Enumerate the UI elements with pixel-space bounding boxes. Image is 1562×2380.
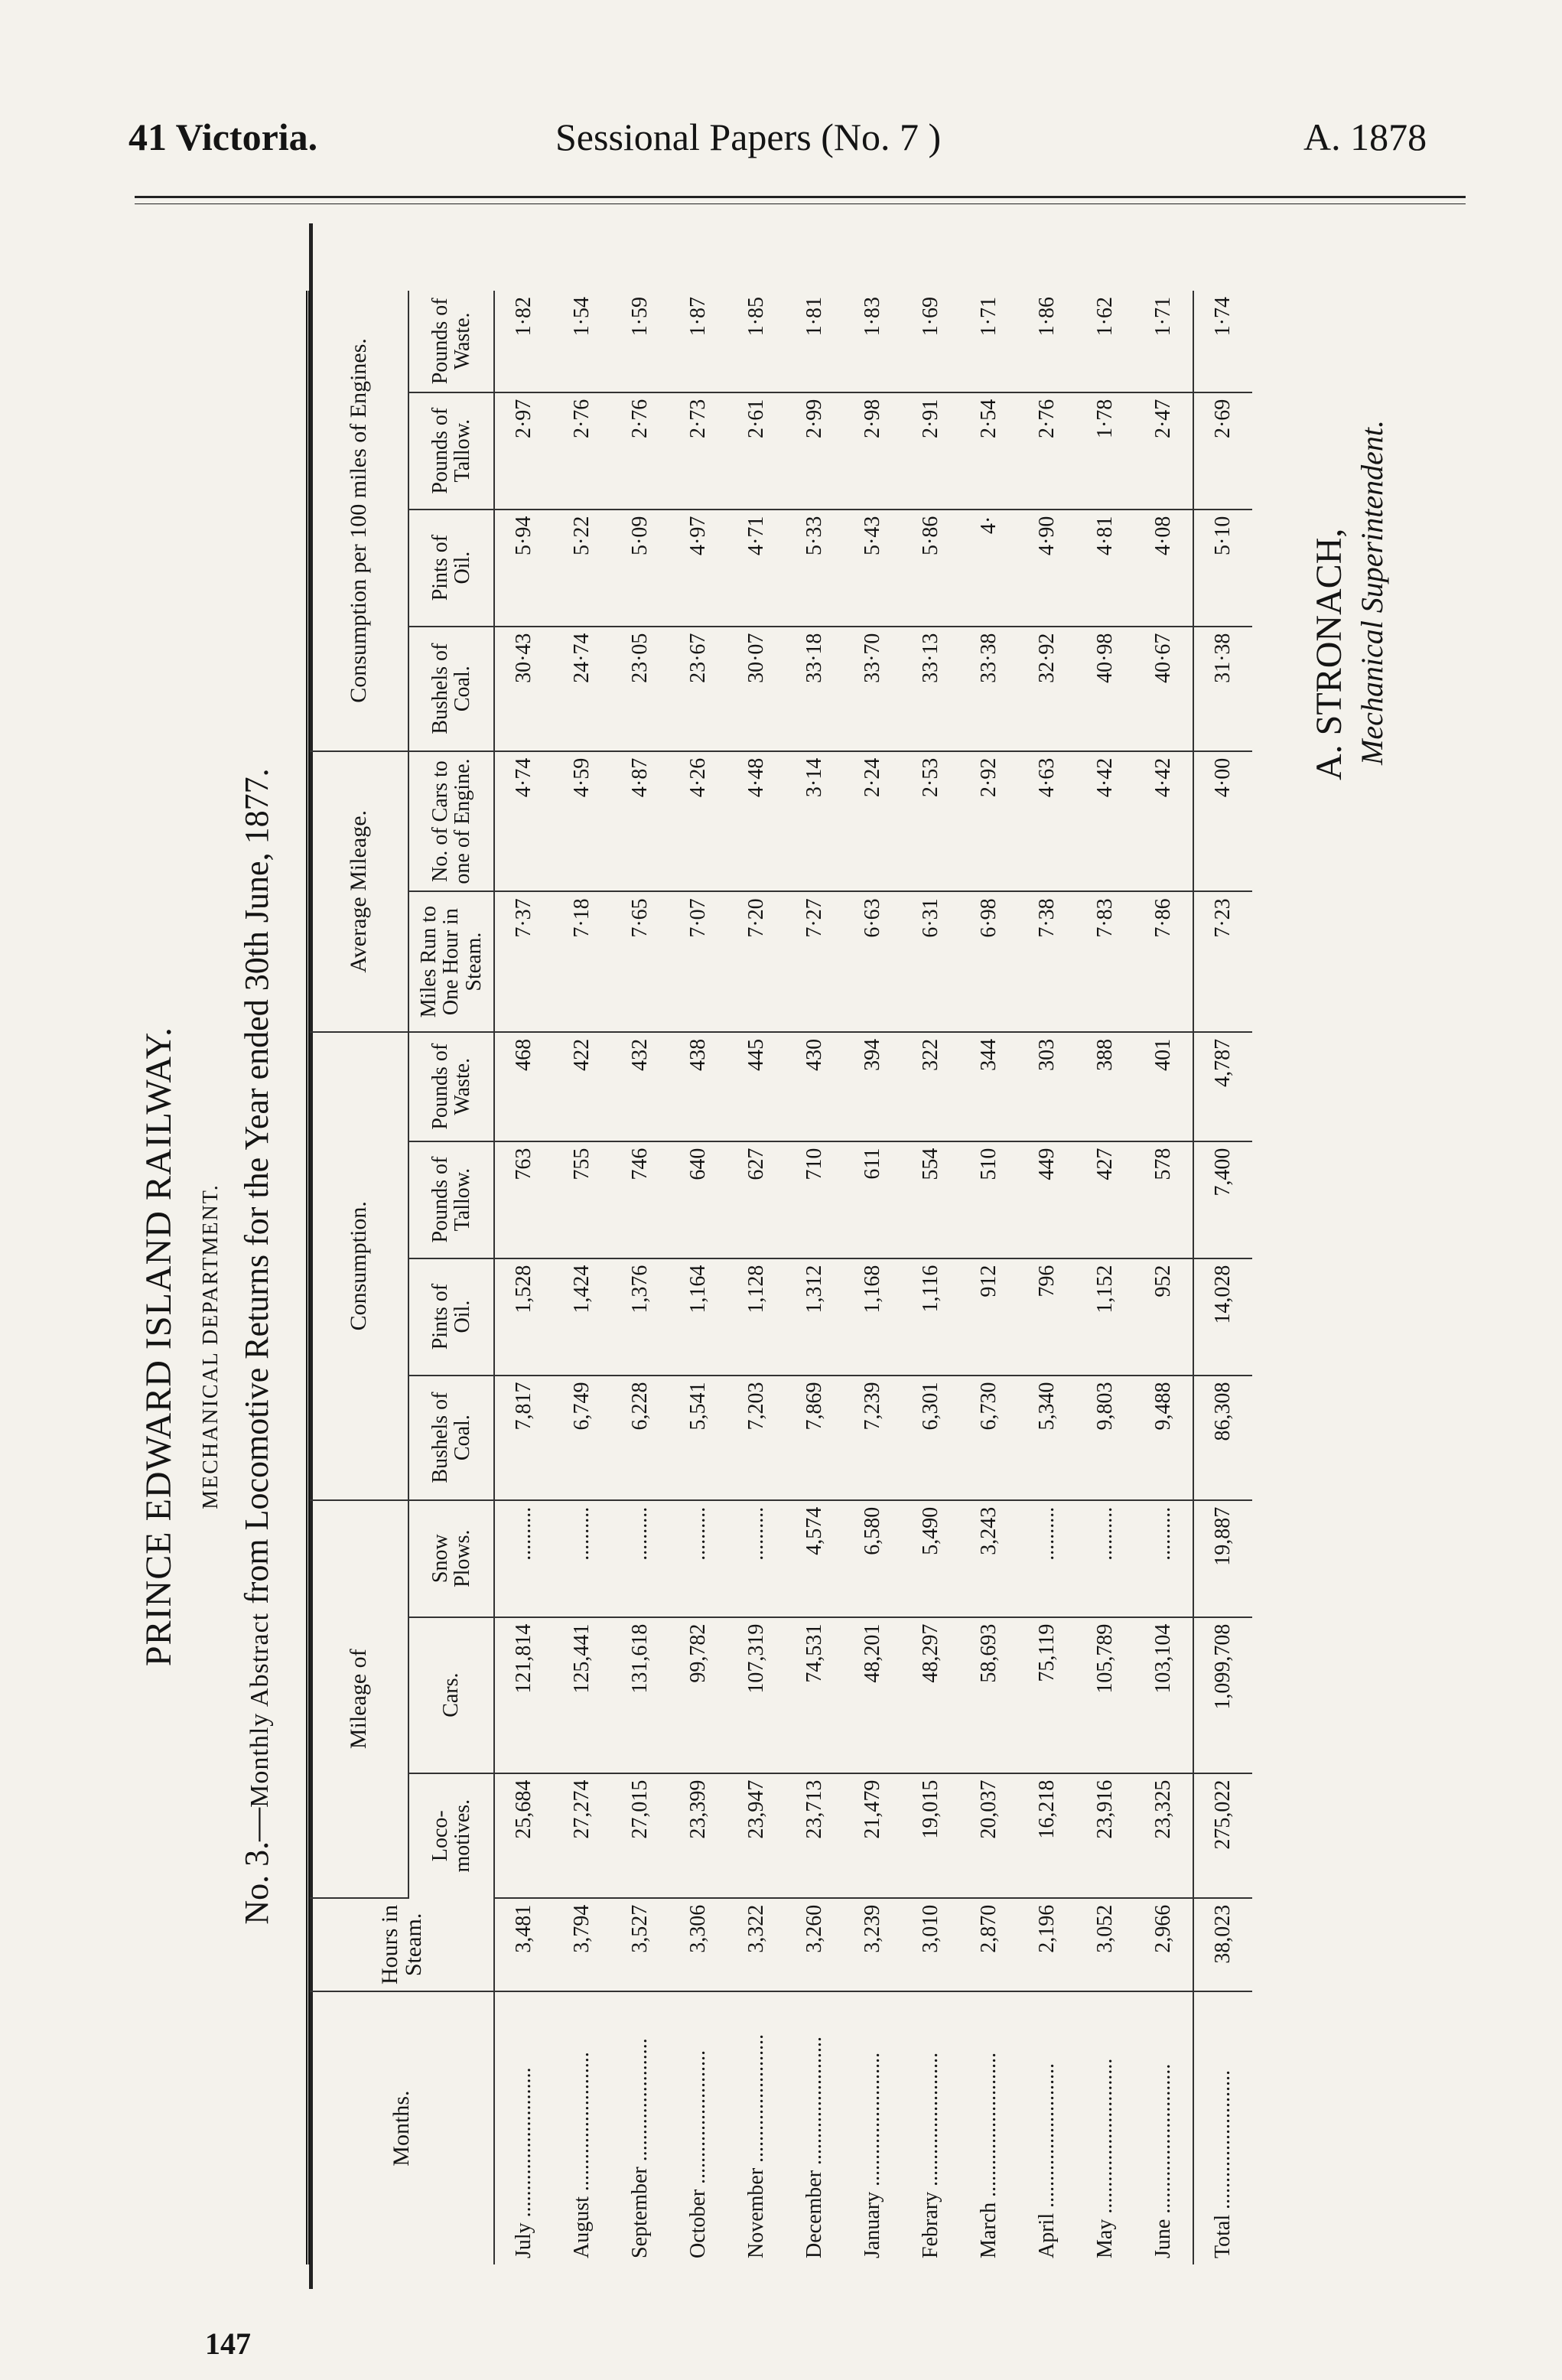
cell-oil: 1,424: [553, 1258, 611, 1376]
cell-oil: 796: [1018, 1258, 1076, 1376]
table-row: [669, 291, 727, 2264]
cell-hours: 3,306: [669, 1898, 727, 1991]
cell-miles: 7·23: [1193, 891, 1252, 1032]
cell-p-tallow: 2·61: [727, 392, 786, 510]
cell-month: December ........................: [802, 2036, 826, 2258]
cell-oil: 1,168: [844, 1258, 902, 1376]
cell-p-oil: 5·94: [494, 510, 553, 627]
cell-coal: 86,308: [1193, 1376, 1252, 1500]
cell-hours: 2,966: [1134, 1898, 1193, 1991]
cell-p-tallow: 2·76: [611, 392, 669, 510]
cell-miles: 7·07: [669, 891, 727, 1032]
cell-p-waste: 1·82: [494, 291, 553, 392]
cell-cars: 105,789: [1076, 1617, 1134, 1773]
cell-p-tallow: 2·76: [553, 392, 611, 510]
session-label: 41 Victoria.: [129, 116, 318, 158]
cell-tallow: 554: [902, 1141, 960, 1258]
cell-loco: 23,325: [1134, 1773, 1193, 1898]
cell-cars: 99,782: [669, 1617, 727, 1773]
cell-cars: 131,618: [611, 1617, 669, 1773]
abstract-number: No. 3.—: [238, 1807, 275, 1925]
cell-coal: 7,239: [844, 1376, 902, 1500]
cell-waste: 401: [1134, 1032, 1193, 1141]
cell-tallow: 427: [1076, 1141, 1134, 1258]
cell-p-waste: 1·81: [786, 291, 844, 392]
cell-p-coal: 33·38: [960, 627, 1018, 751]
cell-miles: 7·86: [1134, 891, 1193, 1032]
bushels-coal-header: Bushels of Coal.: [408, 1376, 494, 1500]
cell-month: November ........................: [744, 2033, 768, 2258]
cell-ncars: 4·42: [1076, 751, 1134, 892]
consumption-per-100-header: Consumption per 100 miles of Engines.: [308, 291, 409, 751]
cell-month: April ...........................: [1035, 2063, 1059, 2258]
cell-p-waste: 1·87: [669, 291, 727, 392]
cell-snow: ..........: [553, 1500, 611, 1617]
cell-tallow: 510: [960, 1141, 1018, 1258]
cell-p-coal: 31·38: [1193, 627, 1252, 751]
cell-p-oil: 5·10: [1193, 510, 1252, 627]
cell-hours: 3,052: [1076, 1898, 1134, 1991]
cell-tallow: 640: [669, 1141, 727, 1258]
cell-cars: 103,104: [1134, 1617, 1193, 1773]
cell-loco: 16,218: [1018, 1773, 1076, 1898]
cell-hours: 38,023: [1193, 1898, 1252, 1991]
table-row: [786, 291, 844, 2264]
cell-miles: 6·63: [844, 891, 902, 1032]
table-row: [611, 291, 669, 2264]
cell-tallow: 7,400: [1193, 1141, 1252, 1258]
cell-p-oil: 4·71: [727, 510, 786, 627]
cell-ncars: 4·59: [553, 751, 611, 892]
cell-coal: 6,749: [553, 1376, 611, 1500]
cell-coal: 9,488: [1134, 1376, 1193, 1500]
hours-in-steam-header: Hours in Steam.: [308, 1898, 495, 1991]
cell-snow: ..........: [1018, 1500, 1076, 1617]
cell-waste: 394: [844, 1032, 902, 1141]
cell-month: August ..........................: [570, 2052, 594, 2258]
cell-waste: 438: [669, 1032, 727, 1141]
cell-cars: 75,119: [1018, 1617, 1076, 1773]
sessional-papers-label: Sessional Papers (No. 7 ): [555, 116, 942, 158]
cell-coal: 7,817: [494, 1376, 553, 1500]
total-row: [1193, 291, 1252, 2264]
cell-snow: ..........: [1134, 1500, 1193, 1617]
cell-miles: 7·37: [494, 891, 553, 1032]
cell-oil: 1,128: [727, 1258, 786, 1376]
cell-loco: 275,022: [1193, 1773, 1252, 1898]
cell-hours: 3,260: [786, 1898, 844, 1991]
cell-tallow: 627: [727, 1141, 786, 1258]
cell-tallow: 449: [1018, 1141, 1076, 1258]
table-row: [902, 291, 960, 2264]
cell-ncars: 4·87: [611, 751, 669, 892]
cell-tallow: 578: [1134, 1141, 1193, 1258]
cell-month: September .......................: [628, 2038, 652, 2258]
cell-snow: 19,887: [1193, 1500, 1252, 1617]
cell-loco: 23,713: [786, 1773, 844, 1898]
cell-snow: ..........: [669, 1500, 727, 1617]
cell-loco: 23,399: [669, 1773, 727, 1898]
cell-loco: 23,916: [1076, 1773, 1134, 1898]
cell-p-tallow: 2·99: [786, 392, 844, 510]
cell-snow: 5,490: [902, 1500, 960, 1617]
cell-loco: 21,479: [844, 1773, 902, 1898]
miles-run-header: Miles Run to One Hour in Steam.: [408, 891, 494, 1032]
cell-waste: 4,787: [1193, 1032, 1252, 1141]
cell-cars: 48,297: [902, 1617, 960, 1773]
cell-p-tallow: 2·97: [494, 392, 553, 510]
cell-oil: 1,116: [902, 1258, 960, 1376]
cell-p-tallow: 2·69: [1193, 392, 1252, 510]
department-title: MECHANICAL DEPARTMENT.: [199, 1183, 223, 1509]
cell-p-tallow: 1·78: [1076, 392, 1134, 510]
mileage-of-header: Mileage of: [308, 1500, 409, 1898]
year-label: A. 1878: [1303, 116, 1427, 158]
cell-p-tallow: 2·47: [1134, 392, 1193, 510]
cell-snow: ..........: [494, 1500, 553, 1617]
cell-p-tallow: 2·98: [844, 392, 902, 510]
cell-coal: 9,803: [1076, 1376, 1134, 1500]
table-row: [960, 291, 1018, 2264]
cell-miles: 6·98: [960, 891, 1018, 1032]
cell-p-oil: 4·: [960, 510, 1018, 627]
cell-p-oil: 5·22: [553, 510, 611, 627]
snow-plows-header: Snow Plows.: [408, 1500, 494, 1617]
cell-ncars: 2·53: [902, 751, 960, 892]
cell-p-oil: 4·97: [669, 510, 727, 627]
cell-month: Total ..........................: [1193, 1991, 1252, 2264]
cell-tallow: 746: [611, 1141, 669, 1258]
cell-p-coal: 33·18: [786, 627, 844, 751]
cars-header: Cars.: [408, 1617, 494, 1773]
cell-hours: 2,870: [960, 1898, 1018, 1991]
cell-p-oil: 5·33: [786, 510, 844, 627]
running-header: [0, 0, 1562, 158]
cell-p-oil: 5·09: [611, 510, 669, 627]
cell-p-oil: 4·81: [1076, 510, 1134, 627]
cell-snow: 6,580: [844, 1500, 902, 1617]
cell-cars: 74,531: [786, 1617, 844, 1773]
table-row: [1134, 291, 1193, 2264]
per100-coal-header: Bushels of Coal.: [408, 627, 494, 751]
table-body: [494, 291, 1252, 2264]
cell-p-waste: 1·85: [727, 291, 786, 392]
table-row: [727, 291, 786, 2264]
railway-title: PRINCE EDWARD ISLAND RAILWAY.: [138, 1026, 179, 1667]
cell-p-waste: 1·59: [611, 291, 669, 392]
cell-cars: 1,099,708: [1193, 1617, 1252, 1773]
cell-month: March ...........................: [977, 2052, 1001, 2258]
cell-ncars: 2·24: [844, 751, 902, 892]
cell-miles: 6·31: [902, 891, 960, 1032]
cell-ncars: 4·00: [1193, 751, 1252, 892]
cell-cars: 48,201: [844, 1617, 902, 1773]
cell-month: May .............................: [1093, 2058, 1117, 2258]
pints-oil-header: Pints of Oil.: [408, 1258, 494, 1376]
cell-month: July ............................: [512, 2067, 535, 2258]
cell-miles: 7·18: [553, 891, 611, 1032]
cell-p-waste: 1·74: [1193, 291, 1252, 392]
locomotive-returns-table: [306, 291, 1252, 2264]
cell-p-coal: 24·74: [553, 627, 611, 751]
cell-waste: 445: [727, 1032, 786, 1141]
cell-p-tallow: 2·54: [960, 392, 1018, 510]
cell-p-oil: 4·08: [1134, 510, 1193, 627]
cell-loco: 23,947: [727, 1773, 786, 1898]
cell-oil: 14,028: [1193, 1258, 1252, 1376]
cell-month: October .........................: [686, 2050, 710, 2258]
table-row: [1018, 291, 1076, 2264]
cell-cars: 107,319: [727, 1617, 786, 1773]
cell-p-oil: 5·43: [844, 510, 902, 627]
header-rule: [135, 196, 1466, 198]
cell-oil: 1,312: [786, 1258, 844, 1376]
cell-oil: 952: [1134, 1258, 1193, 1376]
cell-coal: 7,203: [727, 1376, 786, 1500]
cell-snow: ..........: [611, 1500, 669, 1617]
cell-waste: 430: [786, 1032, 844, 1141]
cell-oil: 1,164: [669, 1258, 727, 1376]
cell-loco: 27,274: [553, 1773, 611, 1898]
cell-hours: 2,196: [1018, 1898, 1076, 1991]
cell-tallow: 611: [844, 1141, 902, 1258]
cell-oil: 1,376: [611, 1258, 669, 1376]
months-header: Months.: [308, 1991, 495, 2264]
cell-waste: 322: [902, 1032, 960, 1141]
cell-p-waste: 1·86: [1018, 291, 1076, 392]
cell-p-tallow: 2·73: [669, 392, 727, 510]
cell-ncars: 4·26: [669, 751, 727, 892]
pounds-tallow-header: Pounds of Tallow.: [408, 1141, 494, 1258]
cell-snow: ..........: [727, 1500, 786, 1617]
cell-cars: 58,693: [960, 1617, 1018, 1773]
cell-oil: 1,528: [494, 1258, 553, 1376]
cell-p-waste: 1·62: [1076, 291, 1134, 392]
cell-hours: 3,239: [844, 1898, 902, 1991]
table-row: [1076, 291, 1134, 2264]
cell-hours: 3,481: [494, 1898, 553, 1991]
cell-hours: 3,527: [611, 1898, 669, 1991]
cell-snow: 4,574: [786, 1500, 844, 1617]
cell-cars: 125,441: [553, 1617, 611, 1773]
abstract-caps: Monthly Abstract: [246, 1612, 274, 1808]
table-row: [553, 291, 611, 2264]
per100-oil-header: Pints of Oil.: [408, 510, 494, 627]
cell-coal: 6,228: [611, 1376, 669, 1500]
cell-miles: 7·65: [611, 891, 669, 1032]
cell-p-coal: 23·05: [611, 627, 669, 751]
cell-p-oil: 5·86: [902, 510, 960, 627]
cell-waste: 388: [1076, 1032, 1134, 1141]
cell-p-waste: 1·71: [960, 291, 1018, 392]
cell-p-coal: 33·13: [902, 627, 960, 751]
table-row: [844, 291, 902, 2264]
cell-p-coal: 40·98: [1076, 627, 1134, 751]
pounds-waste-header: Pounds of Waste.: [408, 1032, 494, 1141]
cell-snow: ..........: [1076, 1500, 1134, 1617]
cell-cars: 121,814: [494, 1617, 553, 1773]
cell-hours: 3,794: [553, 1898, 611, 1991]
cell-tallow: 755: [553, 1141, 611, 1258]
cell-miles: 7·27: [786, 891, 844, 1032]
cell-tallow: 710: [786, 1141, 844, 1258]
cell-snow: 3,243: [960, 1500, 1018, 1617]
consumption-header: Consumption.: [308, 1032, 409, 1500]
cell-month: January .........................: [861, 2052, 884, 2258]
cell-ncars: 4·63: [1018, 751, 1076, 892]
cell-waste: 468: [494, 1032, 553, 1141]
signature-name: A. STRONACH,: [1309, 528, 1349, 780]
cell-p-coal: 32·92: [1018, 627, 1076, 751]
cell-coal: 5,541: [669, 1376, 727, 1500]
cell-loco: 27,015: [611, 1773, 669, 1898]
cell-coal: 6,730: [960, 1376, 1018, 1500]
cell-loco: 19,015: [902, 1773, 960, 1898]
cell-p-tallow: 2·91: [902, 392, 960, 510]
table-row: [494, 291, 553, 2264]
per100-waste-header: Pounds of Waste.: [408, 291, 494, 392]
cell-miles: 7·20: [727, 891, 786, 1032]
cell-ncars: 4·74: [494, 751, 553, 892]
cell-tallow: 763: [494, 1141, 553, 1258]
cell-month: Febrary .........................: [919, 2052, 942, 2258]
cell-p-coal: 23·67: [669, 627, 727, 751]
average-mileage-header: Average Mileage.: [308, 751, 409, 1032]
cell-hours: 3,010: [902, 1898, 960, 1991]
signature-title: Mechanical Superintendent.: [1355, 420, 1389, 765]
cell-p-coal: 33·70: [844, 627, 902, 751]
cell-hours: 3,322: [727, 1898, 786, 1991]
cell-waste: 303: [1018, 1032, 1076, 1141]
cell-waste: 432: [611, 1032, 669, 1141]
cell-p-waste: 1·71: [1134, 291, 1193, 392]
cell-p-waste: 1·54: [553, 291, 611, 392]
cell-ncars: 2·92: [960, 751, 1018, 892]
cell-coal: 6,301: [902, 1376, 960, 1500]
cell-p-waste: 1·83: [844, 291, 902, 392]
cell-waste: 344: [960, 1032, 1018, 1141]
abstract-rest: from Locomotive Returns for the Year ended 30th June, 1877.: [238, 768, 275, 1613]
abstract-title: [237, 428, 276, 2264]
cell-waste: 422: [553, 1032, 611, 1141]
cell-ncars: 4·48: [727, 751, 786, 892]
per100-tallow-header: Pounds of Tallow.: [408, 392, 494, 510]
cell-p-tallow: 2·76: [1018, 392, 1076, 510]
cell-p-coal: 30·43: [494, 627, 553, 751]
rotated-content: [138, 199, 1438, 2264]
cell-p-oil: 4·90: [1018, 510, 1076, 627]
cell-loco: 25,684: [494, 1773, 553, 1898]
cell-coal: 5,340: [1018, 1376, 1076, 1500]
cell-ncars: 4·42: [1134, 751, 1193, 892]
cell-p-waste: 1·69: [902, 291, 960, 392]
cell-ncars: 3·14: [786, 751, 844, 892]
page-number: 147: [205, 2326, 251, 2361]
cell-miles: 7·38: [1018, 891, 1076, 1032]
cell-oil: 912: [960, 1258, 1018, 1376]
cell-p-coal: 30·07: [727, 627, 786, 751]
cell-oil: 1,152: [1076, 1258, 1134, 1376]
cell-coal: 7,869: [786, 1376, 844, 1500]
cell-p-coal: 40·67: [1134, 627, 1193, 751]
locomotives-header: Loco-motives.: [408, 1773, 494, 1898]
cell-miles: 7·83: [1076, 891, 1134, 1032]
cars-to-engine-header: No. of Cars to one of Engine.: [408, 751, 494, 892]
cell-month: June ............................: [1151, 2063, 1175, 2258]
cell-loco: 20,037: [960, 1773, 1018, 1898]
